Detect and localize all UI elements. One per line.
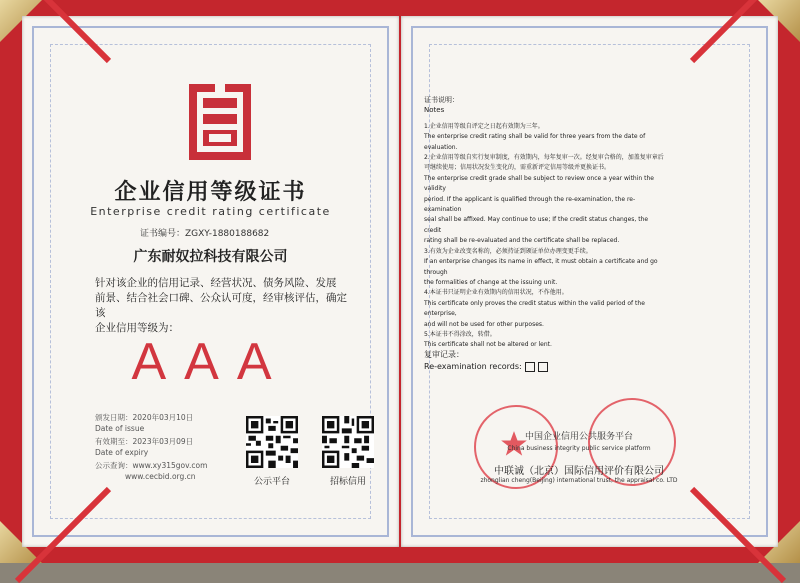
checkbox-icon [525,362,535,372]
certificate-title: 企业信用等级证书 [114,180,307,205]
qr-label-bidding: 招标信用 [329,477,366,487]
qr-label-platform: 公示平台 [253,477,290,487]
company-name: 广东耐奴拉科技有限公司 [133,249,288,265]
issue-info: 颁发日期：2020年03月10日 Date of issue 有效期至：2023年03月09日 Date of expiry 公示查询：www.xy315gov.com www.cecbid.org.cn [95,413,208,481]
credit-logo-icon [189,84,251,160]
certificate-number: 证书编号：ZGXY-1880188682 [140,229,270,239]
certificate-notes: 证书说明： Notes 1.企业信用等级自评定之日起有效期为三年。 The enterprise credit rating shall be valid for three years from the date of evaluation. 2.企业信用等级自实行复审制度，有效期内，每年复审一次。经复审合格的，加盖复审章后 可继续使用；信用状况发生变化的，需重新评定信用等级并更换证书。 The enterprise credit grade shall be subject to review once a year within the validity period. If the applicant is qualified through the re-examination, the re-examination seal shall be affixed. May continue to use; If the credit status changes, the credit rating shall be re-evaluated and the certificate shall be replaced. 3.有效为企业改变名称的，必须持证到颁证单位办理变更手续。 If an enterprise changes its name in effect, it must obtain a certificate and go through the formalities of change at the issuing unit. 4.本证书只证明企业有效期内的信用状况，不作他用。 This certificate only proves the credit status within the valid period of the enterprise, and will not be used for other purposes. 5.本证书不得涂改，转借。 This certificate shall not be altered or lent. [424,96,664,349]
issuer-organization-english: zhonglian cheng(Beijing) international trust, the appraisal co. LTD [480,477,678,484]
reexamination-records: 复审记录： Re-examination records: [424,349,548,373]
certificate-title-english: Enterprise credit rating certificate [90,205,331,218]
checkbox-icon [538,362,548,372]
qr-code-icon [246,416,298,468]
qr-code-icon [322,416,374,468]
issuer-organization: 中联诚（北京）国际信用评价有限公司 [494,466,664,477]
certificate-body: 针对该企业的信用记录、经营状况、债务风险、发展 前景、结合社会口碑、公众认可度，经审核评估，确定该 企业信用等级为： [95,277,347,334]
issuer-platform: 中国企业信用公共服务平台 China business integrity public service platform [507,432,651,452]
credit-grade: AAA [131,333,290,391]
